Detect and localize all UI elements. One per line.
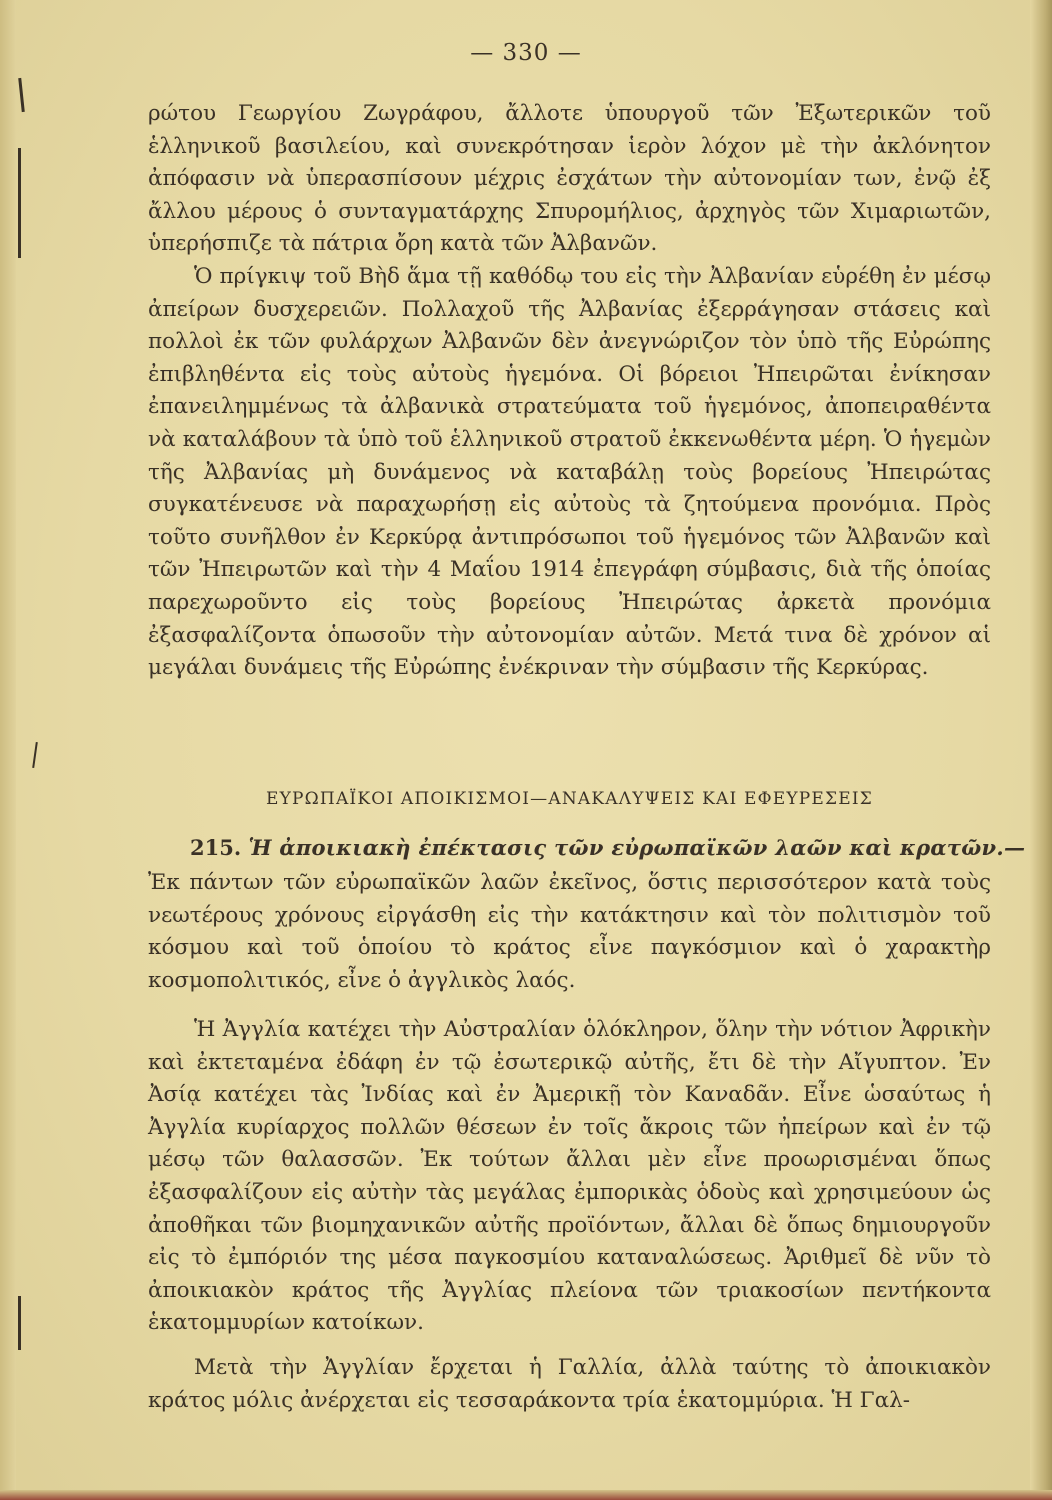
page-right-edge xyxy=(1030,0,1052,1500)
paragraph-france: Μετὰ τὴν Ἀγγλίαν ἔρχεται ἡ Γαλλία, ἀλλὰ ταύτης τὸ ἀποικιακὸν κράτος μόλις ἀνέρχεται εἰς τεσσαράκοντα τρία ἑκατομμύρια. Ἡ Γαλ- xyxy=(148,1355,991,1413)
page-number: — 330 — xyxy=(470,40,582,66)
margin-pencil-mark xyxy=(18,148,21,258)
paragraph-england-intro: Ἐκ πάντων τῶν εὐρωπαϊκῶν λαῶν ἐκεῖνος, ὅστις περισσότερον κατὰ τοὺς νεωτέρους χρόνους εἰργάσθη εἰς τὴν κατάκτησιν καὶ τὸν πολιτισμὸν τοῦ κόσμου καὶ τοῦ ὁποίου τὸ κράτος εἶνε παγκόσμιον καὶ ὁ χαρακτὴρ κοσμοπολιτικός, εἶνε ὁ ἀγγλικὸς λαός. xyxy=(148,870,991,993)
paragraph-england: Ἡ Ἀγγλία κατέχει τὴν Αὐστραλίαν ὁλόκληρον, ὅλην τὴν νότιον Ἀφρικὴν καὶ ἐκτεταμένα ἐδάφη ἐν τῷ ἐσωτερικῷ αὐτῆς, ἔτι δὲ τὴν Αἴγυπτον. Ἐν Ἀσίᾳ κατέχει τὰς Ἰνδίας καὶ ἐν Ἀμερικῇ τὸν Καναδᾶν. Εἶνε ὡσαύτως ἡ Ἀγγλία κυρίαρχος πολλῶν θέσεων ἐν τοῖς ἄκροις τῶν ἠπείρων καὶ ἐν τῷ μέσῳ τῶν θαλασσῶν. Ἐκ τούτων ἄλλαι μὲν εἶνε προωρισμέναι ὅπως ἐξασφαλίζουν εἰς αὐτὴν τὰς μεγάλας ἐμπορικὰς ὁδοὺς καὶ χρησιμεύουν ὡς ἀποθῆκαι τῶν βιομηχανικῶν αὐτῆς προϊόντων, ἄλλαι δὲ ὅπως δημιουργοῦν εἰς τὸ ἐμπόριόν της μέσα παγκοσμίου καταναλώσεως. Ἀριθμεῖ δὲ νῦν τὸ ἀποικιακὸν κράτος τῆς Ἀγγλίας πλείονα τῶν τριακοσίων πεντήκοντα ἑκατομμυρίων κατοίκων. xyxy=(148,1017,991,1336)
subsection-heading xyxy=(190,835,1026,860)
subsection-number: 215. xyxy=(190,835,242,860)
text-block-france xyxy=(148,1352,991,1417)
paragraph-wied: Ὁ πρίγκιψ τοῦ Βὴδ ἅμα τῇ καθόδῳ του εἰς τὴν Ἀλβανίαν εὑρέθη ἐν μέσῳ ἀπείρων δυσχερειῶν. Πολλαχοῦ τῆς Ἀλβανίας ἐξερράγησαν στάσεις καὶ πολλοὶ ἐκ τῶν φυλάρχων Ἀλβανῶν δὲν ἀνεγνώριζον τὸν ὑπὸ τῆς Εὐρώπης ἐπιβληθέντα εἰς τοὺς αὐτοὺς ἡγεμόνα. Οἱ βόρειοι Ἠπειρῶται ἐνίκησαν ἐπανειλημμένως τὰ ἀλβανικὰ στρατεύματα τοῦ ἡγεμόνος, ἀποπειραθέντα νὰ καταλάβουν τὰ ὑπὸ τοῦ ἑλληνικοῦ στρατοῦ ἐκκενωθέντα μέρη. Ὁ ἡγεμὼν τῆς Ἀλβανίας μὴ δυνάμενος νὰ καταβάλῃ τοὺς βορείους Ἠπειρώτας συγκατένευσε νὰ παραχωρήσῃ εἰς αὐτοὺς τὰ ζητούμενα προνόμια. Πρὸς τοῦτο συνῆλθον ἐν Κερκύρᾳ ἀντιπρόσωποι τοῦ ἡγεμόνος τῶν Ἀλβανῶν καὶ τῶν Ἠπειρωτῶν καὶ τὴν 4 Μαΐου 1914 ἐπεγράφη σύμβασις, διὰ τῆς ὁποίας παρεχωροῦντο εἰς τοὺς βορείους Ἠπειρώτας ἀρκετὰ προνόμια ἐξασφαλίζοντα ὁπωσοῦν τὴν αὐτονομίαν αὐτῶν. Μετά τινα δὲ χρόνον αἱ μεγάλαι δυνάμεις τῆς Εὐρώπης ἐνέκριναν τὴν σύμβασιν τῆς Κερκύρας. xyxy=(148,263,991,681)
page-left-edge xyxy=(0,0,16,1500)
text-block-england xyxy=(148,1014,991,1340)
paragraph-continued: ρώτου Γεωργίου Ζωγράφου, ἄλλοτε ὑπουργοῦ τῶν Ἐξωτερικῶν τοῦ ἑλληνικοῦ βασιλείου, καὶ συνεκρότησαν ἱερὸν λόχον μὲ τὴν ἀκλόνητον ἀπόφασιν νὰ ὑπερασπίσουν μέχρις ἐσχάτων τὴν αὐτονομίαν των, ἐνῷ ἐξ ἄλλου μέρους ὁ συνταγματάρχης Σπυρομήλιος, ἀρχηγὸς τῶν Χιμαριωτῶν, ὑπερήσπιζε τὰ πάτρια ὄρη κατὰ τῶν Ἀλβανῶν. xyxy=(148,101,991,257)
text-block-england-intro xyxy=(148,867,991,997)
margin-pencil-mark xyxy=(18,78,25,112)
text-block-albania xyxy=(148,98,991,685)
page-bottom-edge xyxy=(0,1490,1052,1500)
subsection-title: Ἡ ἀποικιακὴ ἐπέκτασις τῶν εὐρωπαϊκῶν λαῶν καὶ κρατῶν.— xyxy=(248,835,1026,860)
margin-pencil-mark xyxy=(18,1296,21,1350)
section-heading: ΕΥΡΩΠΑΪΚΟΙ ΑΠΟΙΚΙΣΜΟΙ—ΑΝΑΚΑΛΥΨΕΙΣ ΚΑΙ ΕΦΕΥΡΕΣΕΙΣ xyxy=(265,789,874,809)
margin-pencil-mark xyxy=(32,742,38,768)
